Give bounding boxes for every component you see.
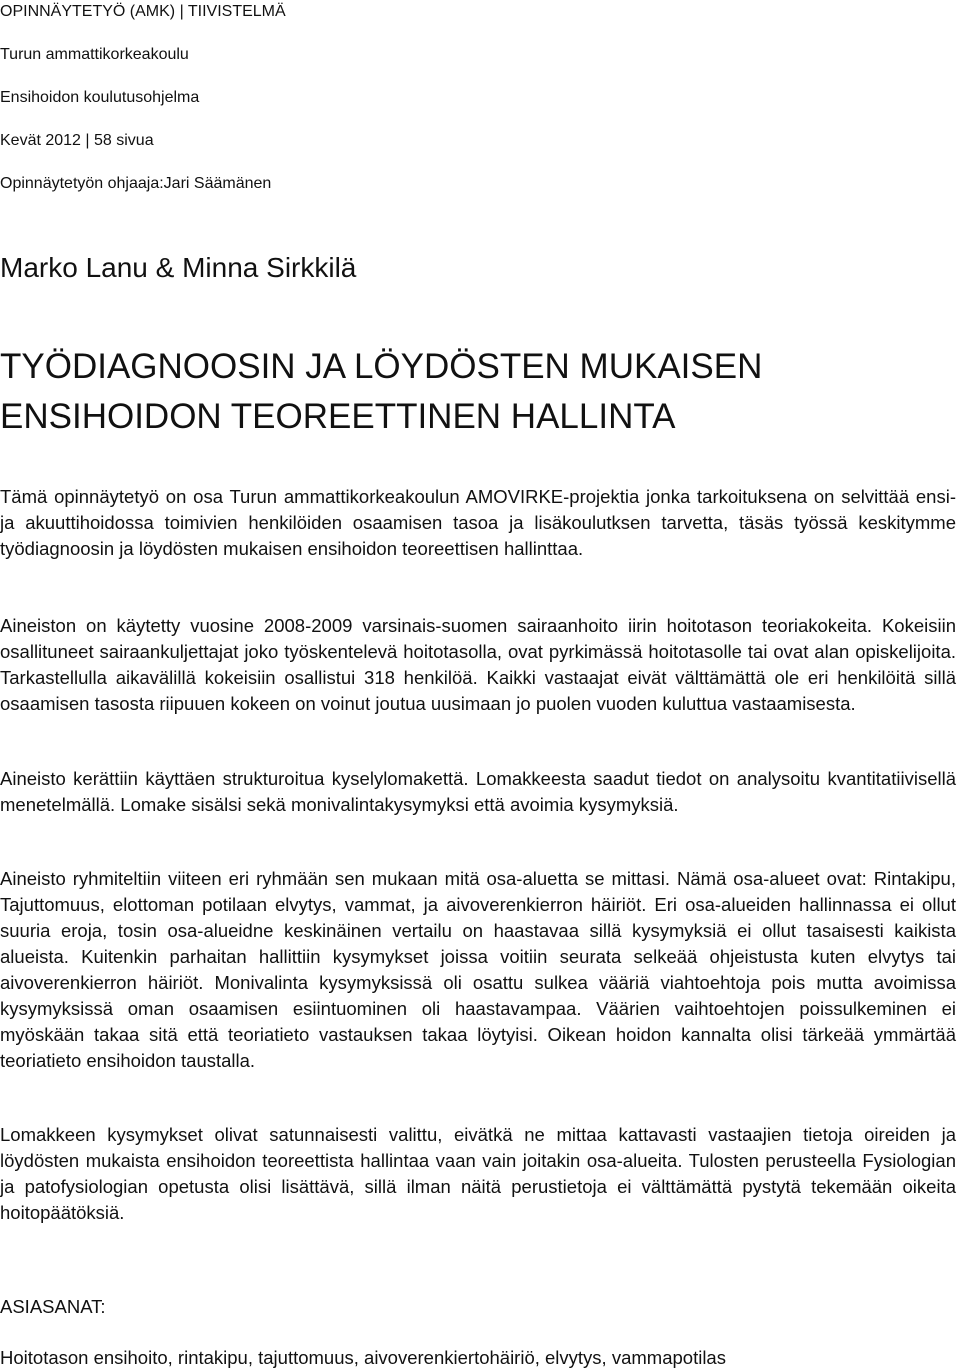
abstract-paragraph-5: Lomakkeen kysymykset olivat satunnaisesti valittu, eivätkä ne mittaa kattavasti vastaajien tietoja oireiden ja löydösten mukaista ensihoidon teoreettista hallintaa vaan vain joitakin osa-alueita. Tulosten perusteella Fysiologian ja patofysiologian opetusta olisi lisättävä, sillä ilman näitä perustietoja ei välttämättä pystytä tekemään oikeita hoitopäätöksiä.: [0, 1124, 956, 1223]
document-type-header: OPINNÄYTETYÖ (AMK) | TIIVISTELMÄ: [0, 3, 286, 20]
keywords-list: Hoitotason ensihoito, rintakipu, tajuttomuus, aivoverenkiertohäiriö, elvytys, vammapotilas: [0, 1347, 726, 1368]
thesis-title-line-1: TYÖDIAGNOOSIN JA LÖYDÖSTEN MUKAISEN: [0, 347, 763, 386]
keywords-heading: ASIASANAT:: [0, 1296, 106, 1317]
abstract-paragraph-1: Tämä opinnäytetyö on osa Turun ammattikorkeakoulun AMOVIRKE-projektia jonka tarkoituksena on selvittää ensi- ja akuuttihoidossa toimivien henkilöiden osaamisen tasoa ja lisäkoulutksen tarvetta, täsäs työssä keskitymme työdiagnoosin ja löydösten mukaisen ensihoidon teoreettisen hallinttaa.: [0, 486, 956, 559]
authors: Marko Lanu & Minna Sirkkilä: [0, 252, 357, 283]
abstract-paragraph-2: Aineiston on käytetty vuosine 2008-2009 varsinais-suomen sairaanhoito iirin hoitotason teoriakokeita. Kokeisiin osallituneet sairaankuljettajat joko työskentelevä hoitotasolla, ovat pyrkimässä hoitotasolle tai ovat alan opiskelijoita. Tarkastellulla aikavälillä kokeisiin osallistui 318 henkilöä. Kaikki vastaajat eivät välttämättä ole eri henkilöitä sillä osaamisen tasosta riipuuen kokeen on voinut joutua uusimaan jo puolen vuoden kuluttua vastaamisesta.: [0, 615, 956, 714]
abstract-paragraph-4: Aineisto ryhmiteltiin viiteen eri ryhmään sen mukaan mitä osa-aluetta se mittasi. Nämä osa-alueet ovat: Rintakipu, Tajuttomuus, elottoman potilaan elvytys, vammat, ja aivoverenkierron häiriöt. Eri osa-alueiden hallinnassa ei ollut suuria eroja, tosin osa-alueidne keskinäinen vertailu on haastavaa sillä kysymyksiä ei ollut tasaisesti kaikista alueista. Kuitenkin parhaitan hallittiin kysymykset joissa voitiin seurata selkeää ohjeistusta kuten elvytys tai aivoverenkierron häiriöt. Monivalinta kysymyksissä oli osattu sulkea vääriä viahtoehtoja pois mutta avoimissa kysymyksissä oman osaamisen esiintuominen oli haastavampaa. Väärien vaihtoehtojen poissulkeminen ei myöskään takaa sitä että teoriatieto vastauksen takaa löytyisi. Oikean hoidon kannalta olisi tärkeää ymmärtää teoriatieto ensihoidon taustalla.: [0, 868, 956, 1071]
degree-programme: Ensihoidon koulutusohjelma: [0, 89, 200, 106]
thesis-supervisor: Opinnäytetyön ohjaaja:Jari Säämänen: [0, 175, 272, 192]
abstract-paragraph-3: Aineisto kerättiin käyttäen strukturoitua kyselylomakettä. Lomakkeesta saadut tiedot on analysoitu kvantitatiivisellä menetelmällä. Lomake sisälsi sekä monivalintakysymyksi että avoimia kysymyksiä.: [0, 768, 956, 815]
thesis-title: [0, 342, 762, 442]
thesis-title-line-2: ENSIHOIDON TEOREETTINEN HALLINTA: [0, 397, 676, 436]
institution-name: Turun ammattikorkeakoulu: [0, 46, 189, 63]
date-and-page-count: Kevät 2012 | 58 sivua: [0, 132, 154, 149]
